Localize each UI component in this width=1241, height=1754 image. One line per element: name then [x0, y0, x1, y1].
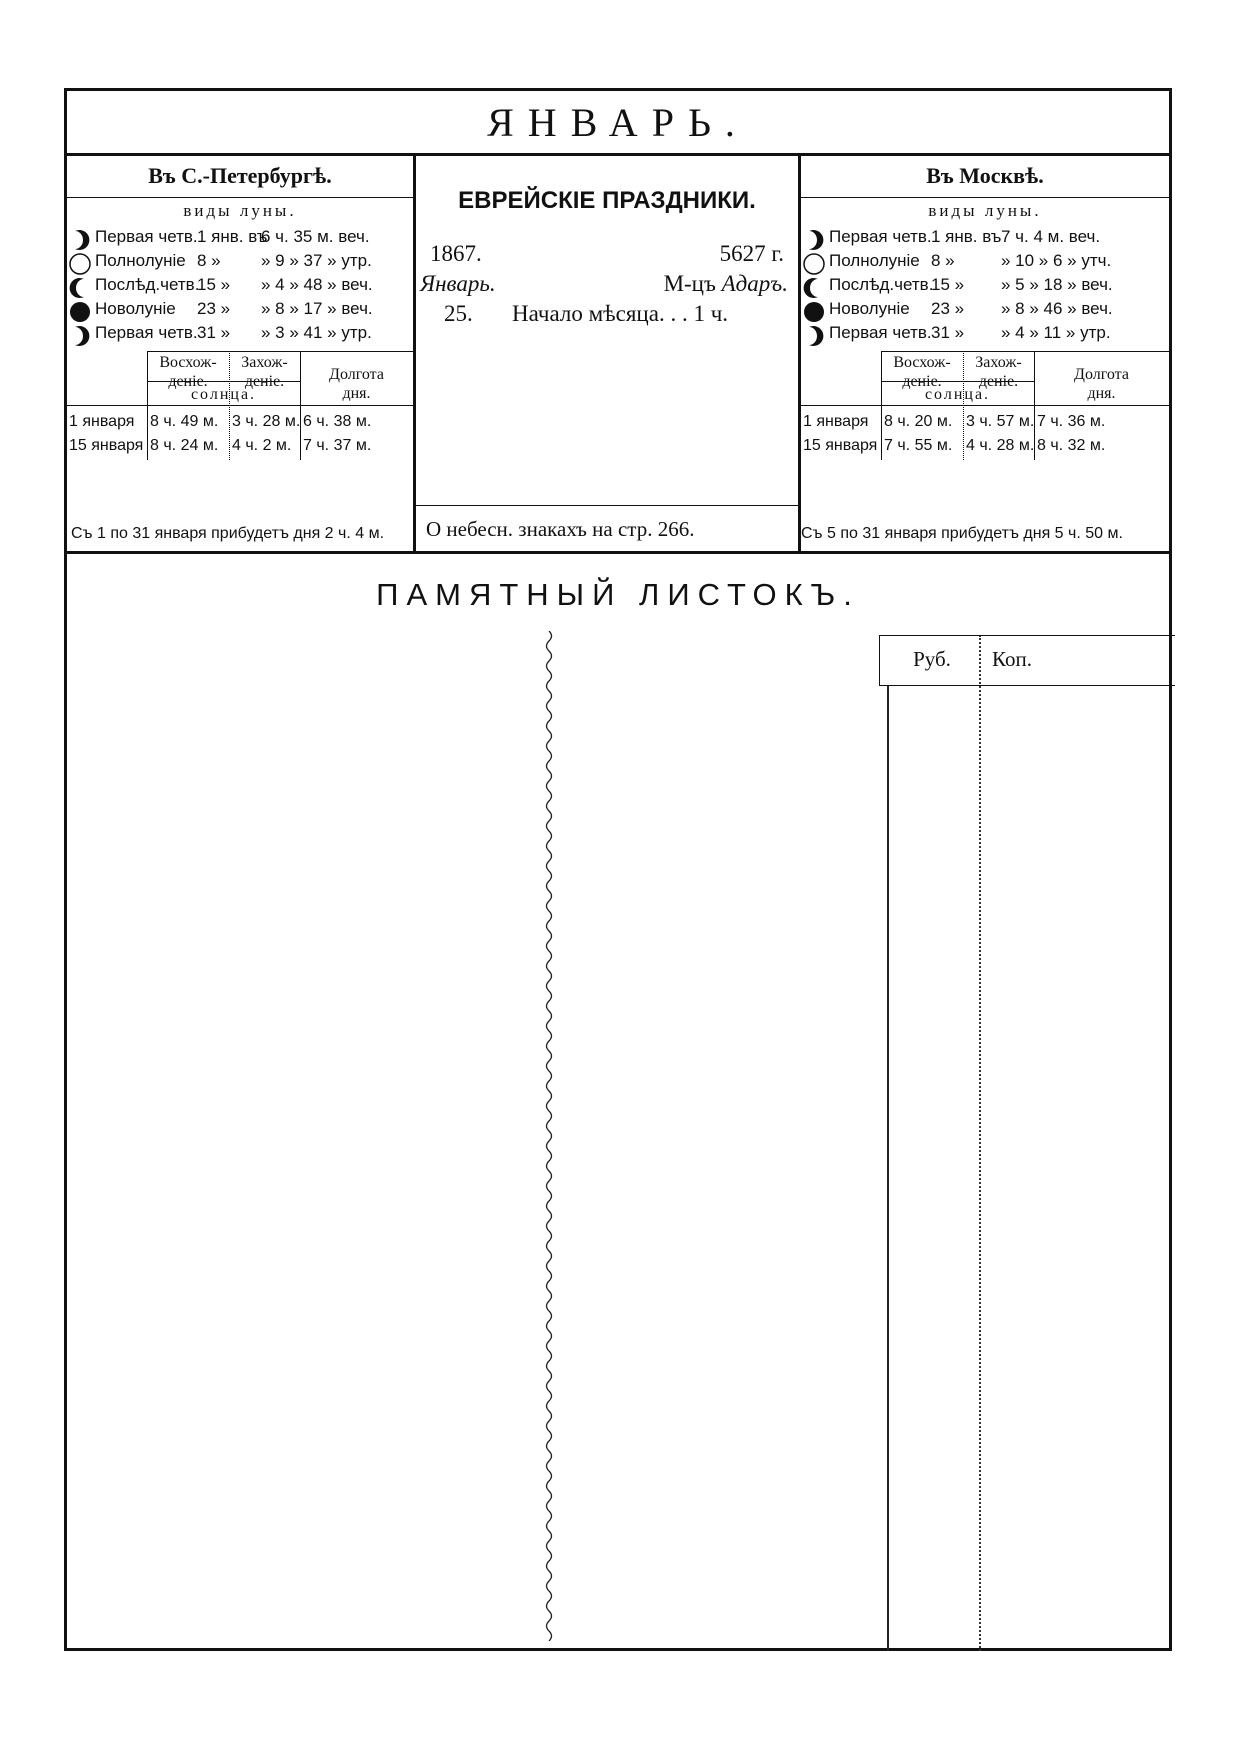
moon-phase-name: Первая четв. — [95, 323, 198, 342]
moon-phase-name: Первая четв. — [95, 227, 198, 246]
divider — [801, 197, 1169, 198]
moon-phase-time: » 8 » 17 » веч. — [261, 299, 373, 318]
sun-row-date: 15 января — [803, 437, 878, 454]
petersburg-column — [67, 155, 413, 551]
sunset-time: 3 ч. 57 м. — [966, 413, 1035, 430]
moon-phase-time: 6 ч. 35 м. веч. — [261, 227, 370, 246]
money-ledger — [879, 635, 1175, 1651]
first-quarter-icon — [803, 325, 825, 347]
column-heading: Въ Москвѣ. — [926, 163, 1044, 188]
moon-phase-day: 23 » — [197, 299, 231, 318]
moon-phase-name: Послѣд.четв. — [829, 275, 934, 294]
day-length: 6 ч. 38 м. — [303, 413, 372, 430]
sunset-header: Захож- деніе. — [241, 354, 288, 390]
moon-phase-name: Первая четв. — [829, 227, 932, 246]
last-quarter-icon — [69, 277, 91, 299]
moon-phase-time: » 5 » 18 » веч. — [1001, 275, 1113, 294]
moon-phase-time: » 10 » 6 » утч. — [1001, 251, 1112, 270]
ledger-line — [879, 635, 880, 685]
jewish-holidays-column — [416, 155, 798, 551]
ledger-line — [979, 635, 981, 1651]
memo-title: ПАМЯТНЫЙ ЛИСТОКЪ. — [376, 577, 860, 612]
month-gregorian: Январь. — [420, 271, 496, 296]
kopecks-header: Коп. — [992, 647, 1032, 671]
table-line — [67, 405, 413, 406]
moon-phase-time: » 3 » 41 » утр. — [261, 323, 372, 342]
daylight-note: Съ 1 по 31 января прибудетъ дня 2 ч. 4 м. — [71, 525, 385, 542]
sun-header: солнца. — [190, 386, 257, 403]
day-length-header: Долгота дня. — [329, 366, 384, 402]
moon-phase-name: Новолуніе — [95, 299, 176, 318]
month-hebrew-name: Адаръ. — [721, 271, 788, 296]
moon-phase-time: » 9 » 37 » утр. — [261, 251, 372, 270]
sunset-header: Захож- деніе. — [975, 354, 1022, 390]
sunrise-time: 8 ч. 49 м. — [150, 413, 219, 430]
sunset-time: 3 ч. 28 м. — [232, 413, 301, 430]
moscow-column — [801, 155, 1169, 551]
sunrise-header: Восхож- деніе. — [159, 354, 217, 390]
moon-phase-day: 15 » — [197, 275, 231, 294]
month-hebrew — [664, 271, 788, 297]
sun-header: солнца. — [924, 386, 991, 403]
new-moon-icon — [803, 301, 825, 323]
ledger-line — [879, 685, 1175, 686]
year-hebrew: 5627 г. — [719, 241, 784, 266]
divider — [416, 505, 798, 506]
sunset-time: 4 ч. 28 м. — [966, 437, 1035, 454]
column-heading: Въ С.-Петербургѣ. — [148, 163, 332, 188]
day-length: 8 ч. 32 м. — [1037, 437, 1106, 454]
full-moon-icon — [803, 253, 825, 275]
moon-phase-time: » 4 » 48 » веч. — [261, 275, 373, 294]
ledger-line — [879, 635, 1175, 636]
column-heading: ЕВРЕЙСКІЕ ПРАЗДНИКИ. — [458, 187, 756, 214]
day-length: 7 ч. 36 м. — [1037, 413, 1106, 430]
moon-phase-day: 31 » — [197, 323, 231, 342]
ledger-line — [887, 685, 889, 1651]
moon-phase-name: Новолуніе — [829, 299, 910, 318]
moon-phase-day: 15 » — [931, 275, 965, 294]
moon-phase-time: » 4 » 11 » утр. — [1001, 323, 1111, 342]
sunset-time: 4 ч. 2 м. — [232, 437, 292, 454]
page-frame — [64, 88, 1172, 1651]
rubles-header: Руб. — [913, 647, 951, 671]
holiday-day: 25. — [444, 301, 473, 326]
table-line — [801, 405, 1169, 406]
moon-phase-day: 1 янв. въ — [931, 227, 1002, 246]
sunrise-time: 7 ч. 55 м. — [884, 437, 953, 454]
moon-phases-title: виды луны. — [928, 201, 1042, 220]
sunrise-time: 8 ч. 24 м. — [150, 437, 219, 454]
moon-phase-day: 8 » — [931, 251, 955, 270]
first-quarter-icon — [69, 325, 91, 347]
moon-phase-day: 1 янв. въ — [197, 227, 268, 246]
table-line — [881, 351, 1169, 352]
holiday-event: Начало мѣсяца. . . 1 ч. — [512, 301, 729, 326]
moon-phase-name: Полнолуніе — [95, 251, 186, 270]
divider — [67, 551, 1169, 554]
table-line — [147, 351, 413, 352]
zodiac-reference: О небесн. знакахъ на стр. 266. — [426, 517, 695, 541]
month-title: ЯНВАРЬ. — [487, 100, 749, 145]
moon-phase-name: Первая четв. — [829, 323, 932, 342]
day-length-header: Долгота дня. — [1074, 366, 1129, 402]
perforation-line — [543, 631, 555, 1641]
daylight-note: Съ 5 по 31 января прибудетъ дня 5 ч. 50 м. — [801, 525, 1123, 542]
sun-row-date: 1 января — [803, 413, 869, 430]
moon-phase-name: Послѣд.четв. — [95, 275, 200, 294]
moon-phase-day: 31 » — [931, 323, 965, 342]
moon-phase-time: » 8 » 46 » веч. — [1001, 299, 1113, 318]
moon-phase-day: 8 » — [197, 251, 221, 270]
moon-phase-time: 7 ч. 4 м. веч. — [1001, 227, 1101, 246]
sunrise-time: 8 ч. 20 м. — [884, 413, 953, 430]
month-prefix: М-цъ — [663, 271, 716, 296]
year-gregorian: 1867. — [430, 241, 482, 266]
day-length: 7 ч. 37 м. — [303, 437, 372, 454]
new-moon-icon — [69, 301, 91, 323]
moon-phase-name: Полнолуніе — [829, 251, 920, 270]
moon-phases-title: виды луны. — [183, 201, 297, 220]
first-quarter-icon — [69, 229, 91, 251]
sun-row-date: 1 января — [69, 413, 135, 430]
moon-phase-day: 23 » — [931, 299, 965, 318]
full-moon-icon — [69, 253, 91, 275]
divider — [67, 197, 413, 198]
first-quarter-icon — [803, 229, 825, 251]
sun-row-date: 15 января — [69, 437, 144, 454]
sunrise-header: Восхож- деніе. — [893, 354, 951, 390]
last-quarter-icon — [803, 277, 825, 299]
